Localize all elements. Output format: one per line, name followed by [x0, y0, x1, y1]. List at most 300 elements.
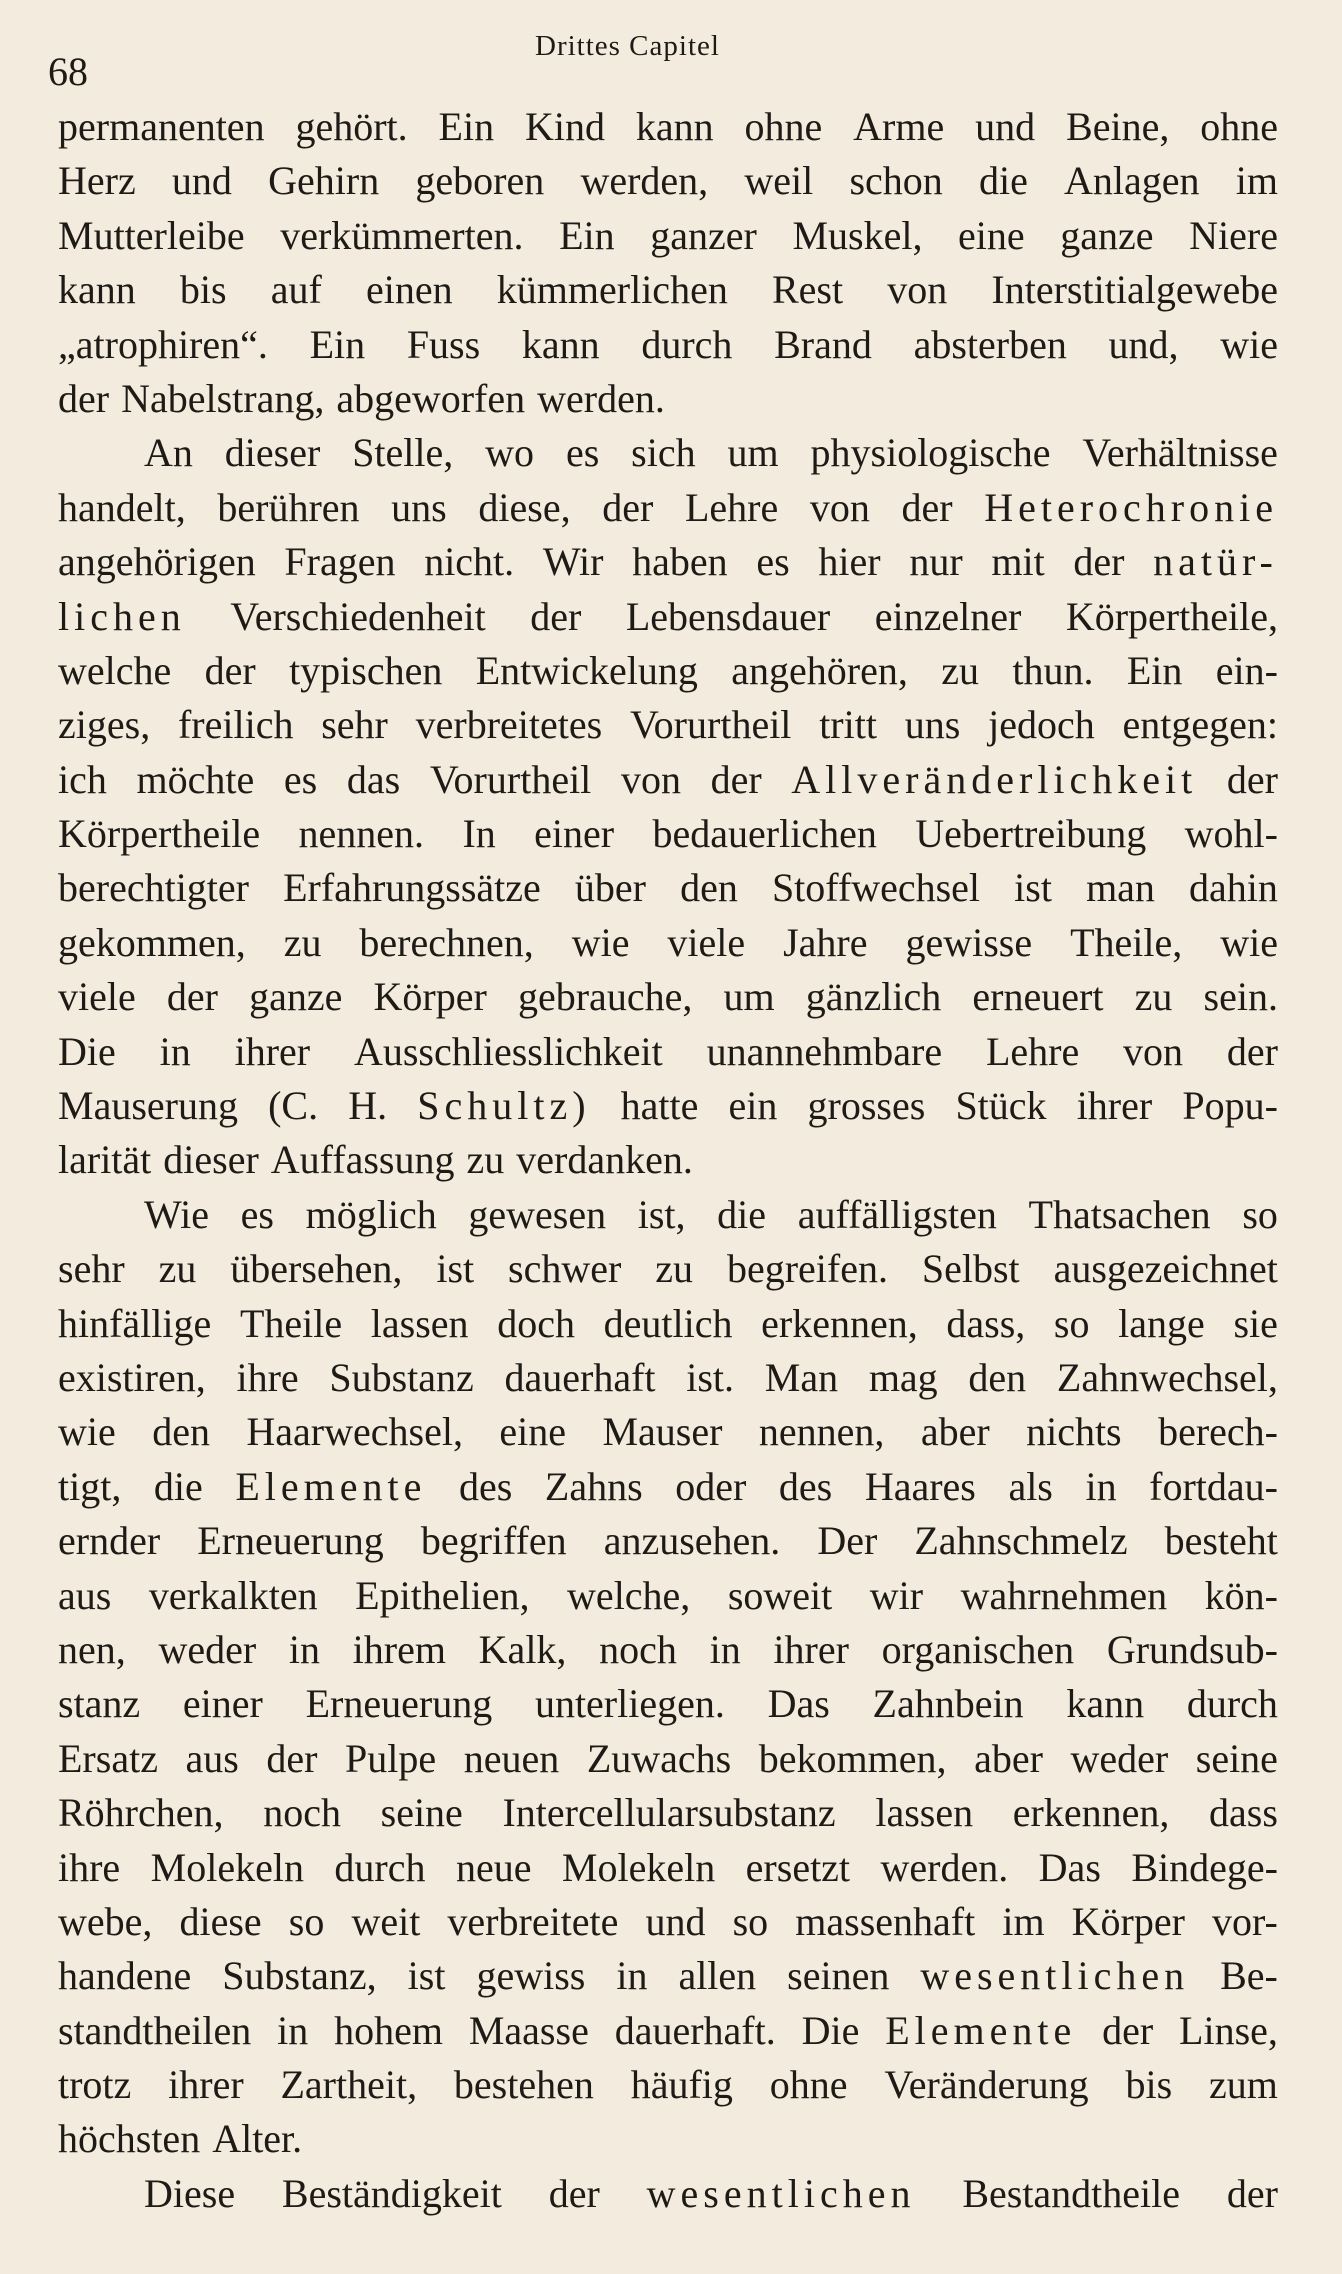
word: nur [909, 539, 963, 585]
word: ganze [249, 974, 343, 1020]
word: höchsten [58, 2116, 201, 2162]
text-line [58, 916, 1278, 970]
word: welche, [567, 1572, 691, 1618]
word: hohem [334, 2007, 443, 2053]
word: unterliegen. [534, 1681, 725, 1727]
word: Linse, [1179, 2007, 1278, 2053]
word: übersehen, [230, 1246, 403, 1292]
word: Erneuerung [197, 1518, 384, 1564]
word: der [901, 484, 953, 530]
word: bis [1125, 2062, 1173, 2108]
word: ernder [58, 1518, 161, 1564]
word: Stoffwechsel [771, 865, 981, 911]
word: (C. [268, 1083, 319, 1129]
word: lange [1118, 1300, 1205, 1346]
word: Schultz) [417, 1083, 591, 1129]
word: möglich [305, 1191, 437, 1237]
word: ziges, [58, 702, 151, 748]
text-line [58, 426, 1278, 480]
page-header [0, 28, 1342, 98]
word: gehört. [295, 104, 408, 149]
word: viele [58, 974, 136, 1020]
word: Selbst [921, 1246, 1020, 1292]
word: Uebertreibung [915, 811, 1147, 857]
word: ihrer [773, 1626, 849, 1672]
word: berechnen, [359, 919, 534, 965]
word: angehörigen [58, 539, 256, 585]
word: ihre [58, 1844, 121, 1890]
word: Das [1038, 1844, 1101, 1890]
word: Ein [309, 321, 366, 367]
word: wesentlichen [646, 2170, 916, 2216]
word: Das [767, 1681, 830, 1727]
word: Erfahrungssätze [283, 865, 541, 911]
text-line [58, 1623, 1278, 1677]
word: Körpertheile [58, 811, 261, 857]
word: wie [1220, 321, 1278, 367]
word: der [166, 974, 218, 1020]
word: Rest [771, 267, 844, 313]
word: der [1226, 1028, 1278, 1074]
word: sie [1233, 1300, 1278, 1346]
word: Veränderung [884, 2062, 1089, 2108]
word: verbreitete [447, 1898, 619, 1944]
word: der [1073, 539, 1125, 585]
word: ihrer [1076, 1083, 1153, 1129]
word: Maasse [468, 2007, 589, 2053]
word: zu [283, 919, 322, 965]
word: ein [728, 1083, 778, 1129]
word: und [975, 104, 1036, 149]
text-line [58, 318, 1278, 372]
word: Verhältnisse [1082, 430, 1278, 476]
word: aus [58, 1572, 112, 1618]
word: durch [1186, 1681, 1278, 1727]
word: Man [764, 1354, 839, 1400]
word: Lebensdauer [625, 593, 831, 639]
word: ohne [1200, 104, 1278, 149]
word: des [778, 1463, 833, 1509]
word: Alter. [212, 2116, 303, 2162]
word: aber [974, 1735, 1043, 1781]
word: zu [466, 1137, 505, 1183]
word: ihrer [234, 1028, 311, 1074]
word: Die [801, 2007, 860, 2053]
word: berühren [217, 484, 360, 530]
word: Ein [438, 104, 495, 149]
word: gewesen [468, 1191, 607, 1237]
word: mit [991, 539, 1045, 585]
word: verkalkten [148, 1572, 318, 1618]
word: Mauser [602, 1409, 723, 1455]
word: der [548, 2170, 600, 2216]
word: der [710, 756, 762, 802]
word: Substanz [329, 1354, 474, 1400]
word: noch [263, 1790, 341, 1836]
word: begreifen. [726, 1246, 888, 1292]
word: ist [1014, 865, 1052, 911]
word: der [58, 375, 110, 421]
word: kann [58, 267, 136, 313]
word: der [1226, 756, 1278, 802]
word: weil [744, 158, 814, 204]
word: nen, [58, 1626, 126, 1672]
word: werden. [537, 375, 665, 421]
word: und [171, 158, 232, 204]
word: Pulpe [345, 1735, 437, 1781]
word: auffälligsten [797, 1191, 997, 1237]
word: einen [366, 267, 453, 313]
word: Stück [955, 1083, 1047, 1129]
word: seinen [787, 1953, 890, 1999]
word: standtheilen [58, 2007, 252, 2053]
word: Zahnschmelz [914, 1518, 1128, 1564]
word: es [240, 1191, 274, 1237]
word: Vorurtheil [629, 702, 792, 748]
word: von [809, 484, 870, 530]
word: organischen [881, 1626, 1075, 1672]
word: sein. [1203, 974, 1278, 1020]
word: um [727, 430, 779, 476]
word: stanz [58, 1681, 141, 1727]
word: ist [436, 1246, 475, 1292]
word: zum [1209, 2062, 1278, 2108]
word: wahrnehmen [960, 1572, 1168, 1618]
running-head: Drittes Capitel [535, 30, 720, 62]
word: zu [655, 1246, 694, 1292]
word: Kind [524, 104, 605, 149]
text-line [58, 1732, 1278, 1786]
word: haben [632, 539, 728, 585]
word: seine [1195, 1735, 1278, 1781]
word: einzelner [874, 593, 1022, 639]
word: ganzer [650, 212, 757, 258]
word: ist. [686, 1354, 735, 1400]
word: den [968, 1354, 1027, 1400]
word: möchte [136, 756, 255, 802]
word: Wie [144, 1191, 210, 1237]
word: Bindege- [1131, 1844, 1278, 1890]
word: so [288, 1898, 325, 1944]
word: verdanken. [516, 1137, 693, 1183]
word: von [1123, 1028, 1184, 1074]
word: sich [631, 430, 696, 476]
word: Körper [373, 974, 487, 1020]
text-line [58, 1133, 1278, 1187]
word: angehören, [731, 647, 908, 693]
word: Zuwachs [586, 1735, 732, 1781]
text-line [58, 1677, 1278, 1731]
word: permanenten [58, 104, 265, 149]
word: die [153, 1463, 203, 1509]
word: hinfällige [58, 1300, 212, 1346]
word: als [1008, 1463, 1053, 1509]
word: aus [185, 1735, 239, 1781]
word: H. [348, 1083, 388, 1129]
word: oder [675, 1463, 747, 1509]
word: natür- [1153, 539, 1278, 585]
body-text [58, 100, 1278, 2221]
word: in [1085, 1463, 1117, 1509]
word: kön- [1204, 1572, 1278, 1618]
word: den [152, 1409, 210, 1455]
word: Grundsub- [1106, 1626, 1278, 1672]
word: dieser [224, 430, 321, 476]
word: bestehen [453, 2062, 594, 2108]
word: ihrer [168, 2062, 244, 2108]
word: der [266, 1735, 318, 1781]
word: der [204, 647, 256, 693]
word: schon [849, 158, 943, 204]
word: Elemente [885, 2007, 1077, 2053]
text-line [58, 1242, 1278, 1296]
word: Zahnwechsel, [1056, 1354, 1278, 1400]
word: der [1102, 2007, 1154, 2053]
word: mag [868, 1354, 938, 1400]
word: dass, [946, 1300, 1026, 1346]
text-line [58, 1297, 1278, 1351]
word: ohne [769, 2062, 848, 2108]
word: gänzlich [805, 974, 942, 1020]
word: von [887, 267, 948, 313]
word: Allveränderlichkeit [791, 756, 1198, 802]
word: Elemente [235, 1463, 427, 1509]
word: Be- [1220, 1953, 1278, 1999]
word: dahin [1189, 865, 1278, 911]
word: Verschiedenheit [230, 593, 486, 639]
word: Niere [1189, 212, 1278, 258]
word: Kalk, [478, 1626, 567, 1672]
word: nichts [1026, 1409, 1122, 1455]
word: Wir [542, 539, 604, 585]
text-line [58, 1786, 1278, 1840]
word: ersetzt [745, 1844, 851, 1890]
text-line [58, 372, 1278, 426]
word: um [723, 974, 775, 1020]
word: Entwickelung [475, 647, 698, 693]
word: weit [351, 1898, 421, 1944]
text-line [58, 1514, 1278, 1568]
word: allen [678, 1953, 757, 1999]
text-line [58, 1460, 1278, 1514]
word: Haares [864, 1463, 976, 1509]
text-line [58, 807, 1278, 861]
word: An [144, 430, 193, 476]
word: trotz [58, 2062, 132, 2108]
word: berech- [1158, 1409, 1278, 1455]
word: freilich [177, 702, 294, 748]
word: viele [667, 919, 746, 965]
word: dauerhaft. [614, 2007, 776, 2053]
word: die [978, 158, 1028, 204]
word: absterben [913, 321, 1067, 367]
word: und [645, 1898, 706, 1944]
word: Zahnbein [872, 1681, 1024, 1727]
word: dieser [163, 1137, 259, 1183]
word: gewiss [476, 1953, 586, 1999]
word: kann [635, 104, 714, 149]
word: thun. [1012, 647, 1094, 693]
word: ausgezeichnet [1053, 1246, 1278, 1292]
word: in [159, 1028, 191, 1074]
word: Anlagen [1064, 158, 1200, 204]
word: in [288, 1626, 320, 1672]
text-line [58, 100, 1278, 154]
word: Jahre [783, 919, 868, 965]
word: larität [58, 1137, 152, 1183]
word: eine [958, 212, 1025, 258]
word: In [462, 811, 496, 857]
word: Beständigkeit [281, 2170, 502, 2216]
word: ist [407, 1953, 446, 1999]
page-number: 68 [48, 49, 88, 94]
word: begriffen [420, 1518, 567, 1564]
word: Der [817, 1518, 878, 1564]
word: Vorurtheil [429, 756, 592, 802]
word: in [709, 1626, 741, 1672]
word: webe, [58, 1898, 153, 1944]
word: handelt, [58, 484, 186, 530]
word: Diese [144, 2170, 236, 2216]
text-line [58, 698, 1278, 752]
word: physiologische [810, 430, 1051, 476]
text-line [58, 1949, 1278, 2003]
word: ist, [637, 1191, 686, 1237]
word: ihrem [352, 1626, 446, 1672]
word: dass [1209, 1790, 1278, 1836]
word: wie [58, 1409, 116, 1455]
word: nennen, [758, 1409, 885, 1455]
word: Thatsachen [1028, 1191, 1211, 1237]
word: der [1226, 2170, 1278, 2216]
word: kann [521, 321, 600, 367]
word: fortdau- [1149, 1463, 1278, 1509]
word: so [1053, 1300, 1090, 1346]
word: Theile, [1070, 919, 1183, 965]
word: neue [455, 1844, 532, 1890]
word: der [602, 484, 654, 530]
word: Fragen [284, 539, 396, 585]
word: so [1242, 1191, 1278, 1237]
word: gebrauche, [517, 974, 693, 1020]
word: Nabelstrang, [121, 375, 325, 421]
text-line [58, 1188, 1278, 1242]
text-line [58, 154, 1278, 208]
word: man [1086, 865, 1155, 911]
word: Intercellularsubstanz [502, 1790, 836, 1836]
word: Zahns [544, 1463, 643, 1509]
word: Gehirn [268, 158, 380, 204]
word: Lehre [985, 1028, 1080, 1074]
word: das [346, 756, 401, 802]
word: die [717, 1191, 767, 1237]
word: Brand [774, 321, 872, 367]
word: jedoch [988, 702, 1095, 748]
word: Molekeln [150, 1844, 304, 1890]
word: wie [571, 919, 630, 965]
word: gewisse [905, 919, 1033, 965]
word: grosses [807, 1083, 926, 1129]
word: entgegen: [1122, 702, 1278, 748]
text-line [58, 1351, 1278, 1405]
word: gekommen, [58, 919, 246, 965]
word: vor- [1212, 1898, 1278, 1944]
word: anzusehen. [603, 1518, 781, 1564]
word: besteht [1164, 1518, 1278, 1564]
word: unannehmbare [706, 1028, 943, 1074]
word: erneuert [972, 974, 1104, 1020]
word: welche [58, 647, 172, 693]
word: Fuss [406, 321, 481, 367]
word: ich [58, 756, 107, 802]
word: in [277, 2007, 309, 2053]
word: ohne [744, 104, 823, 149]
word: im [1235, 158, 1278, 204]
word: Ausschliesslichkeit [353, 1028, 663, 1074]
text-line [58, 2167, 1278, 2221]
text-line [58, 263, 1278, 317]
text-line [58, 481, 1278, 535]
word: zu [1134, 974, 1173, 1020]
word: zu [158, 1246, 197, 1292]
word: hatte [620, 1083, 699, 1129]
text-line [58, 1079, 1278, 1133]
word: uns [391, 484, 447, 530]
word: noch [599, 1626, 677, 1672]
word: abgeworfen [336, 375, 526, 421]
word: Epithelien, [355, 1572, 530, 1618]
text-line [58, 970, 1278, 1024]
word: lassen [875, 1790, 974, 1836]
word: wo [485, 430, 535, 476]
word: verbreitetes [415, 702, 603, 748]
word: werden, [580, 158, 709, 204]
word: diese [179, 1898, 262, 1944]
word: Lehre [684, 484, 779, 530]
word: im [1002, 1898, 1045, 1944]
word: neuen [463, 1735, 560, 1781]
word: kann [1066, 1681, 1145, 1727]
word: deutlich [603, 1300, 733, 1346]
word: Molekeln [561, 1844, 716, 1890]
word: weder [158, 1626, 257, 1672]
word: häufig [630, 2062, 733, 2108]
word: Substanz, [222, 1953, 377, 1999]
word: über [574, 865, 646, 911]
word: Körper [1071, 1898, 1185, 1944]
word: Theile [239, 1300, 343, 1346]
word: durch [334, 1844, 426, 1890]
word: Haarwechsel, [246, 1409, 463, 1455]
word: Röhrchen, [58, 1790, 224, 1836]
text-line [58, 2112, 1278, 2166]
word: „atrophiren“. [58, 321, 268, 367]
word: nicht. [424, 539, 515, 585]
word: aber [920, 1409, 990, 1455]
text-line [58, 1025, 1278, 1079]
word: in [616, 1953, 648, 1999]
word: ganze [1060, 212, 1154, 258]
word: erkennen, [1012, 1790, 1170, 1836]
word: werden. [880, 1844, 1009, 1890]
word: es [283, 756, 318, 802]
word: Popu- [1182, 1083, 1278, 1129]
word: einer [182, 1681, 263, 1727]
word: Muskel, [792, 212, 923, 258]
word: des [459, 1463, 513, 1509]
word: nennen. [298, 811, 425, 857]
word: es [756, 539, 790, 585]
